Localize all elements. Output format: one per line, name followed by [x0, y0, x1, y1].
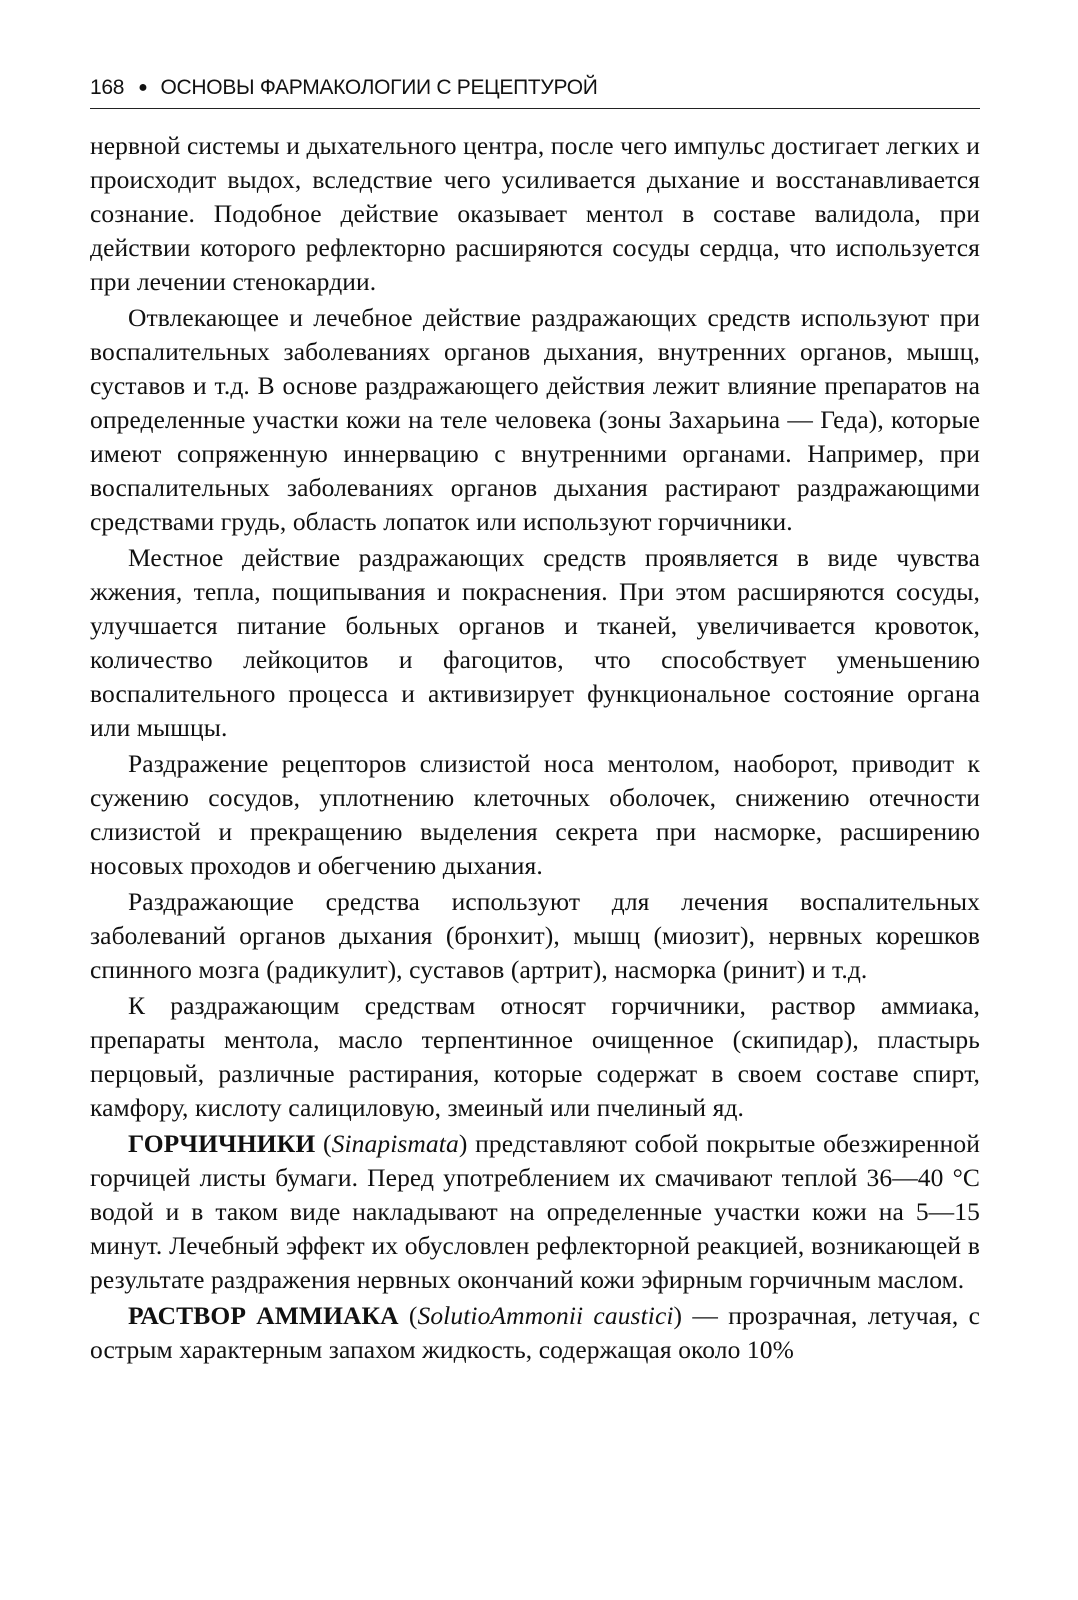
bullet-icon: ● [138, 79, 148, 96]
running-header [90, 70, 980, 106]
latin-open-paren: ( [315, 1129, 332, 1158]
paragraph-mustard-plasters [90, 1127, 980, 1297]
paragraph-text: Раздражающие средства используют для лечения воспалительных заболеваний органов дыхания (бронхит), мышц (миозит), нервных корешков спинного мозга (радикулит), суставов (артрит), насморка (ринит) и т.д. [90, 887, 980, 984]
paragraph [90, 989, 980, 1125]
paragraph-text: представляют собой покрытые обезжиренной горчицей листы бумаги. Перед употреблением их смачивают теплой 36—40 °С водой и в таком виде накладывают на определенные участки кожи на 5—15 минут. Лечебный эффект их обусловлен рефлекторной реакцией, возникающей в результате раздражения нервных окончаний кожи эфирным горчичным маслом. [90, 1129, 980, 1294]
latin-name: SolutioAmmonii caustici [417, 1301, 674, 1330]
body-text [90, 129, 980, 1367]
page-number: 168 [90, 76, 125, 99]
paragraph-text: Раздражение рецепторов слизистой носа ментолом, наоборот, приводит к сужению сосудов, уплотнению клеточных оболочек, снижению отечности слизистой и прекращению выделения секрета при насморке, расширению носовых проходов и обегчению дыхания. [90, 749, 980, 880]
paragraph-text: К раздражающим средствам относят горчичники, раствор аммиака, препараты ментола, масло терпентинное очищенное (скипидар), пластырь перцовый, различные растирания, которые содержат в своем составе спирт, камфору, кислоту салициловую, змеиный или пчелиный яд. [90, 991, 980, 1122]
latin-close-paren: ) [458, 1129, 468, 1158]
paragraph-text: Местное действие раздражающих средств проявляется в виде чувства жжения, тепла, пощипывания и покраснения. При этом расширяются сосуды, улучшается питание больных органов и тканей, увеличивается кровоток, количество лейкоцитов и фагоцитов, что способствует уменьшению воспалительного процесса и активизирует функциональное состояние органа или мышцы. [90, 543, 980, 742]
paragraph-ammonia-solution [90, 1299, 980, 1367]
latin-name: Sinapismata [331, 1129, 459, 1158]
book-title: ОСНОВЫ ФАРМАКОЛОГИИ С РЕЦЕПТУРОЙ [160, 76, 598, 99]
paragraph [90, 747, 980, 883]
paragraph-text: нервной системы и дыхательного центра, после чего импульс достигает легких и происходит выдох, вследствие чего усиливается дыхание и восстанавливается сознание. Подобное действие оказывает ментол в составе валидола, при действии которого рефлекторно расширяются сосуды сердца, что используется при лечении стенокардии. [90, 131, 980, 296]
paragraph [90, 885, 980, 987]
latin-close-paren: ) [673, 1301, 683, 1330]
paragraph-text: — прозрачная, летучая, с острым характерным запахом жидкость, содержащая около 10% [90, 1301, 980, 1364]
header-rule [90, 108, 980, 109]
paragraph [90, 129, 980, 299]
paragraph [90, 301, 980, 539]
term-heading: РАСТВОР АММИАКА [128, 1301, 399, 1330]
latin-open-paren: ( [398, 1301, 418, 1330]
paragraph [90, 541, 980, 745]
book-page [90, 70, 980, 1369]
term-heading: ГОРЧИЧНИКИ [128, 1129, 316, 1158]
paragraph-text: Отвлекающее и лечебное действие раздражающих средств используют при воспалительных заболеваниях органов дыхания, внутренних органов, мышц, суставов и т.д. В основе раздражающего действия лежит влияние препаратов на определенные участки кожи на теле человека (зоны Захарьина — Геда), которые имеют сопряженную иннервацию с внутренними органами. Например, при воспалительных заболеваниях органов дыхания растирают раздражающими средствами грудь, область лопаток или используют горчичники. [90, 303, 980, 536]
